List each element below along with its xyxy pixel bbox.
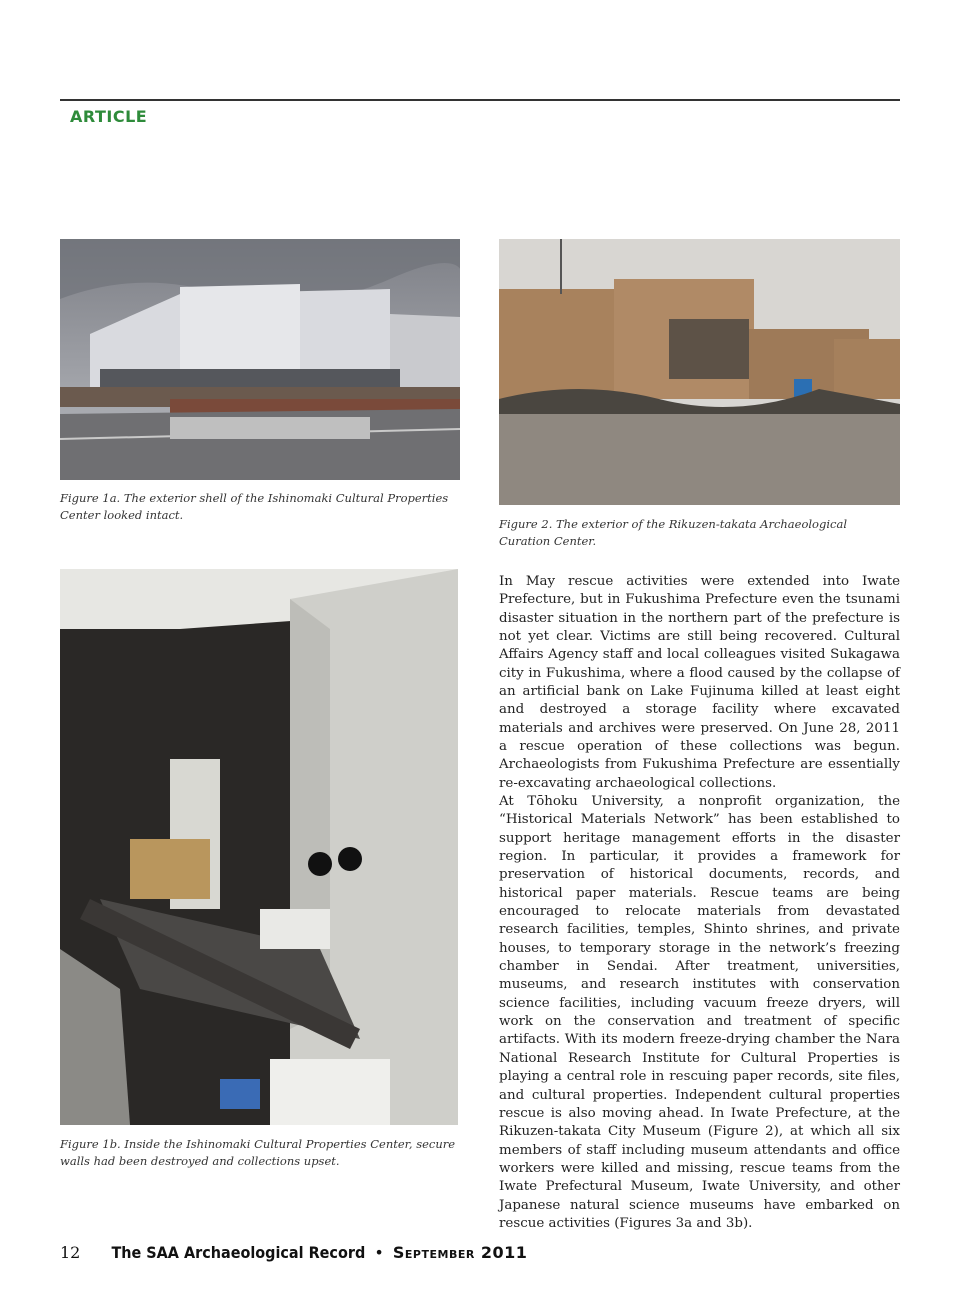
figure-1a-caption: Figure 1a. The exterior shell of the Ishinomaki Cultural Properties Center looked intact. [60, 491, 449, 522]
figure-1b-caption: Figure 1b. Inside the Ishinomaki Cultural Properties Center, secure walls had been destroyed and collections upset. [60, 1137, 456, 1168]
body-paragraph-1: In May rescue activities were extended into Iwate Prefecture, but in Fukushima Prefecture even the tsunami disaster situation in the northern part of the prefecture is not yet clear. Victims are still being recovered. Cultural Affairs Agency staff and local colleagues visited Sukagawa city in Fukushima, where a flood caused by the collapse of an artificial bank on Lake Fujinuma killed at least eight and destroyed a storage facility where excavated materials and archives were preserved. On June 28, 2011 a rescue operation of these collections was begun. Archaeologists from Fukushima Prefecture are essentially re-excavating archaeological collections. [499, 574, 900, 791]
figure-1a-photo [60, 239, 460, 480]
page-footer [60, 1243, 527, 1262]
issue-date: September 2011 [392, 1243, 528, 1262]
footer-bullet: • [374, 1243, 384, 1262]
section-label: ARTICLE [70, 107, 148, 126]
header-rule [60, 99, 900, 101]
figure-1b-photo [60, 569, 458, 1125]
figure-2-caption: Figure 2. The exterior of the Rikuzen-takata Archaeological Curation Center. [499, 517, 847, 548]
body-paragraph-2: At Tōhoku University, a nonprofit organization, the “Historical Materials Network” has been established to support heritage management efforts in the disaster region. In particular, it provides a framework for preservation of historical documents, records, and historical paper materials. Rescue teams are being encouraged to relocate materials from devastated research facilities, temples, Shinto shrines, and private houses, to temporary storage in the network’s freezing chamber in Sendai. After treatment, universities, museums, and research institutes with conservation science facilities, including vacuum freeze dryers, will work on the conservation and treatment of specific artifacts. With its modern freeze-drying chamber the Nara National Research Institute for Cultural Properties is playing a central role in rescuing paper records, site files, and cultural properties. Independent cultural properties rescue is also moving ahead. In Iwate Prefecture, at the Rikuzen-takata City Museum (Figure 2), at which all six members of staff including museum attendants and office workers were killed and missing, rescue teams from the Iwate Prefectural Museum, Iwate University, and other Japanese natural science museums have embarked on rescue activities (Figures 3a and 3b). [499, 794, 900, 1231]
journal-title: The SAA Archaeological Record [111, 1243, 366, 1262]
figure-2-photo [499, 239, 900, 505]
page-number: 12 [60, 1243, 81, 1262]
